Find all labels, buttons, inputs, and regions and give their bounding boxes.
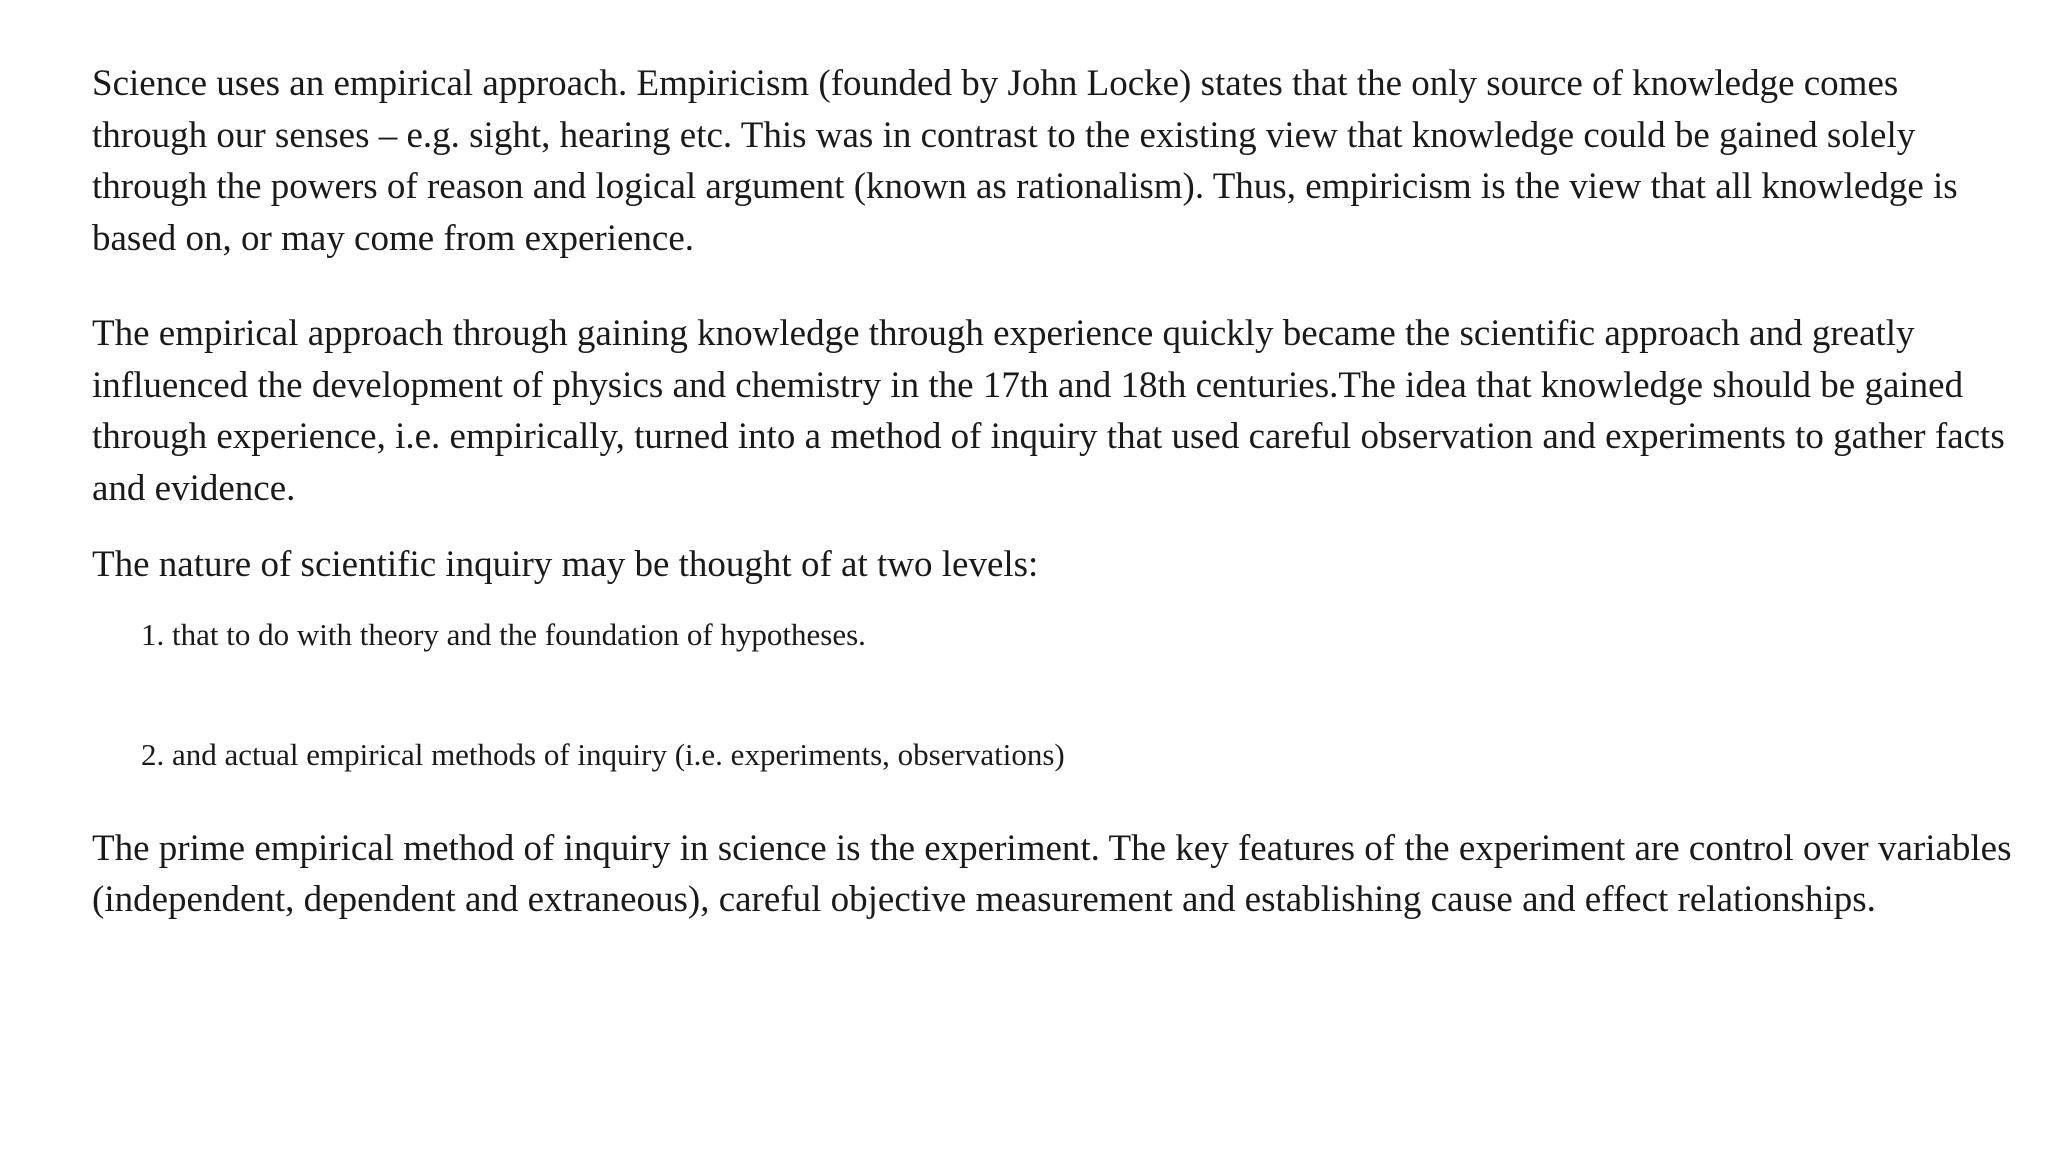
paragraph-levels-intro: The nature of scientific inquiry may be thought of at two levels:	[92, 544, 1039, 585]
document-body	[92, 58, 2012, 926]
list-item-level-2: 2. and actual empirical methods of inquiry (i.e. experiments, observations)	[141, 736, 1065, 772]
paragraph-scientific-approach: The empirical approach through gaining knowledge through experience quickly became the scientific approach and greatly influenced the development of physics and chemistry in the 17th and 18th centuries.The idea that knowledge should be gained through experience, i.e. empirically, turned into a method of inquiry that used careful observation and experiments to gather facts and evidence.	[92, 313, 2005, 509]
list-item-level-1: 1. that to do with theory and the foundation of hypotheses.	[141, 616, 866, 652]
paragraph-empiricism: Science uses an empirical approach. Empiricism (founded by John Locke) states that the only source of knowledge comes through our senses – e.g. sight, hearing etc. This was in contrast to the existing view that knowledge could be gained solely through the powers of reason and logical argument (known as rationalism). Thus, empiricism is the view that all knowledge is based on, or may come from experience.	[92, 63, 1958, 259]
paragraph-experiment: The prime empirical method of inquiry in science is the experiment. The key features of the experiment are control over variables (independent, dependent and extraneous), careful objective measurement and establishing cause and effect relationships.	[92, 827, 2012, 920]
levels-list	[92, 613, 2012, 777]
